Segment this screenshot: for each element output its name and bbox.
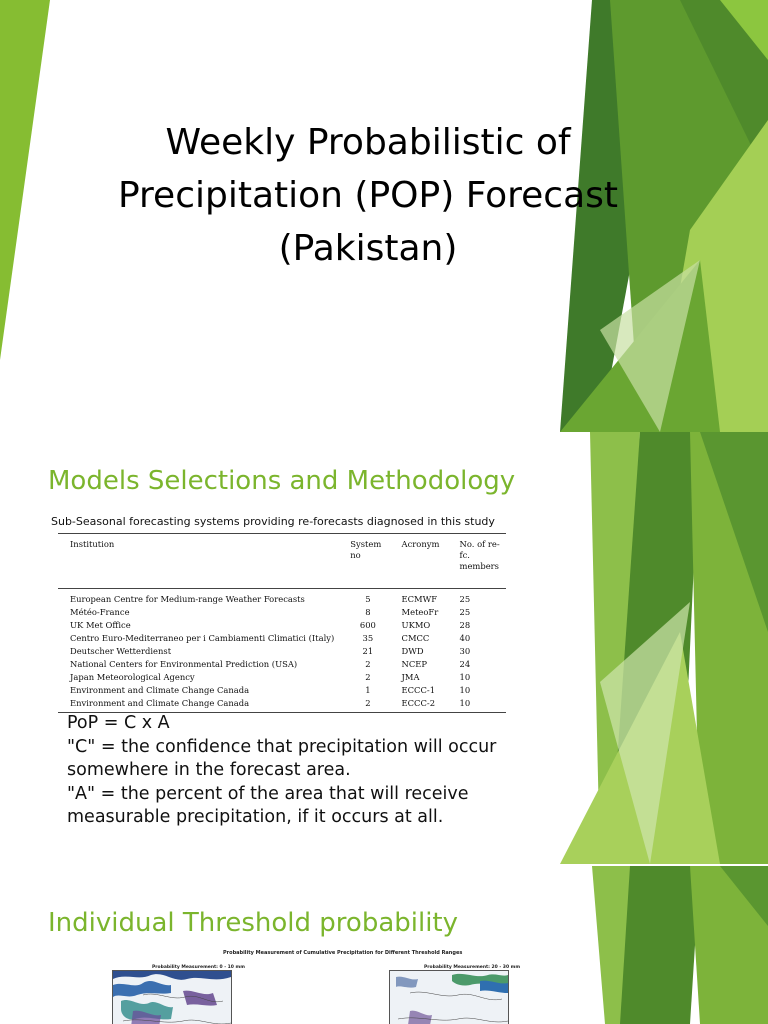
map-image — [390, 971, 508, 1024]
table-cell: 35 — [362, 633, 374, 643]
formula-line: "A" = the percent of the area that will receive — [67, 783, 469, 804]
table-cell: European Centre for Medium-range Weather Forecasts — [70, 594, 305, 604]
formula-line: "C" = the confidence that precipitation will occur — [67, 736, 497, 757]
table-cell: Centro Euro-Mediterraneo per i Cambiamenti Climatici (Italy) — [70, 633, 335, 643]
table-row — [58, 619, 506, 632]
map-title: Probability Measurement: 20 - 30 mm — [424, 965, 521, 970]
title-slide — [0, 0, 768, 432]
table-cell: JMA — [401, 672, 420, 682]
pop-formula — [67, 712, 567, 830]
methodology-slide — [0, 432, 768, 864]
title-line: Weekly Probabilistic of — [165, 122, 571, 163]
formula-line: PoP = C x A — [67, 713, 170, 733]
table-row — [58, 658, 506, 671]
table-cell: ECMWF — [401, 594, 438, 604]
table-cell: 25 — [459, 607, 471, 617]
table-row — [58, 632, 506, 645]
slide-heading: Individual Threshold probability — [48, 908, 459, 938]
column-header: No. of re-fc. members — [459, 539, 500, 571]
table-cell: NCEP — [401, 659, 428, 669]
map-image — [113, 971, 231, 1024]
table-caption: Sub-Seasonal forecasting systems providing re-forecasts diagnosed in this study — [51, 515, 495, 528]
table-cell: 5 — [365, 594, 371, 604]
table-cell: 2 — [365, 698, 371, 708]
table-cell: ECCC-1 — [401, 685, 436, 695]
table-cell: 8 — [365, 607, 371, 617]
column-header: System no — [350, 539, 382, 560]
table-cell: 40 — [459, 633, 471, 643]
table-row — [58, 606, 506, 619]
table-cell: 1 — [365, 685, 371, 695]
table-row — [58, 697, 506, 713]
table-cell: MeteoFr — [401, 607, 439, 617]
table-cell: 600 — [359, 620, 376, 630]
table-row — [58, 589, 506, 607]
table-cell: 24 — [459, 659, 471, 669]
table-cell: 10 — [459, 672, 471, 682]
table-row — [58, 684, 506, 697]
formula-line: measurable precipitation, if it occurs at all. — [67, 807, 444, 827]
table-cell: 30 — [459, 646, 471, 656]
slide-heading: Models Selections and Methodology — [48, 466, 516, 496]
slide-title — [60, 116, 676, 275]
table-cell: 25 — [459, 594, 471, 604]
formula-line: somewhere in the forecast area. — [67, 760, 351, 780]
table-cell: 2 — [365, 659, 371, 669]
precipitation-map — [389, 970, 509, 1024]
table-cell: 21 — [362, 646, 374, 656]
table-cell: ECCC-2 — [401, 698, 436, 708]
table-cell: Météo-France — [70, 607, 130, 617]
table-cell: UKMO — [401, 620, 431, 630]
table-cell: 10 — [459, 698, 471, 708]
table-cell: UK Met Office — [70, 620, 131, 630]
threshold-slide — [0, 866, 768, 1024]
title-line: (Pakistan) — [278, 228, 458, 269]
column-header: Institution — [70, 539, 115, 549]
table-cell: CMCC — [401, 633, 430, 643]
table-cell: National Centers for Environmental Prediction (USA) — [70, 659, 298, 669]
map-title: Probability Measurement: 0 - 10 mm — [152, 965, 245, 970]
forecasting-systems-table — [58, 533, 506, 713]
table-row — [58, 671, 506, 684]
table-cell: 2 — [365, 672, 371, 682]
title-line: Precipitation (POP) Forecast — [117, 175, 619, 216]
table-cell: Deutscher Wetterdienst — [70, 646, 172, 656]
table-cell: Environment and Climate Change Canada — [70, 698, 250, 708]
table-cell: 28 — [459, 620, 471, 630]
table-row — [58, 645, 506, 658]
table-cell: Japan Meteorological Agency — [70, 672, 195, 682]
table-cell: DWD — [401, 646, 424, 656]
table-cell: Environment and Climate Change Canada — [70, 685, 250, 695]
table-cell: 10 — [459, 685, 471, 695]
precipitation-map — [112, 970, 232, 1024]
column-header: Acronym — [401, 539, 440, 549]
figure-title: Probability Measurement of Cumulative Precipitation for Different Threshold Ranges — [223, 950, 463, 956]
table-header-row — [58, 534, 506, 589]
